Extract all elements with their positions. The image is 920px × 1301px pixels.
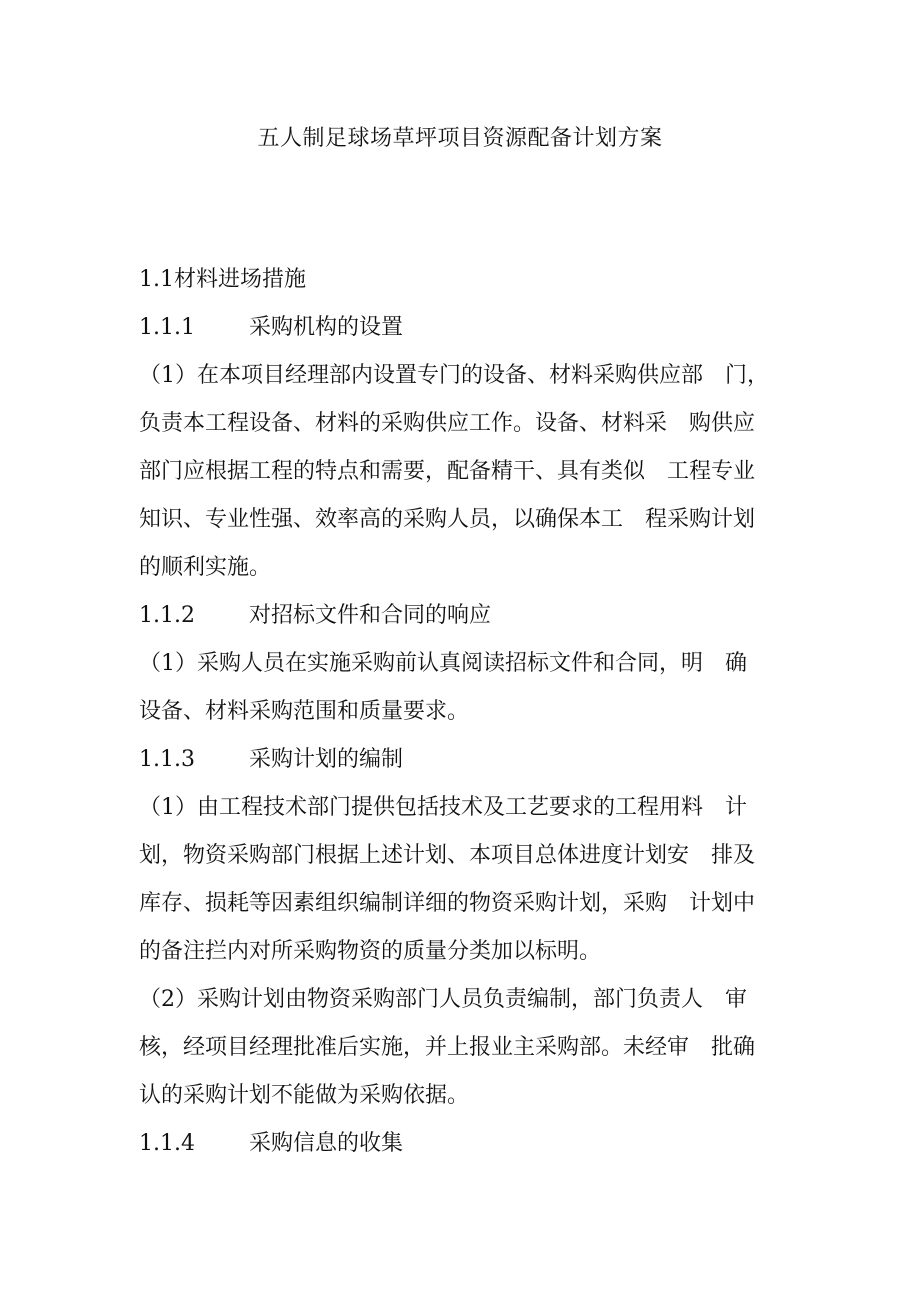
subsection-heading	[139, 304, 799, 352]
paragraph-line: 库存、损耗等因素组织编制详细的物资采购计划，采购 计划中	[139, 891, 756, 916]
paragraph-line: 认的采购计划不能做为采购依据。	[139, 1083, 470, 1108]
paragraph-line: 核，经项目经理批准后实施，并上报业主采购部。未经审 批确	[139, 1035, 756, 1060]
paragraph-line: （1）在本项目经理部内设置专门的设备、材料采购供应部 门，	[139, 363, 769, 388]
document-body	[139, 256, 799, 1168]
paragraph-line: （2）采购计划由物资采购部门人员负责编制，部门负责人 审	[139, 987, 747, 1012]
subsection-number: 1.1.1	[139, 315, 195, 340]
paragraph-line: 知识、专业性强、效率高的采购人员，以确保本工 程采购计划	[139, 507, 756, 532]
subsection-heading	[139, 736, 799, 784]
paragraph-line: （1）由工程技术部门提供包括技术及工艺要求的工程用料 计	[139, 795, 747, 820]
paragraph-line: （1）采购人员在实施采购前认真阅读招标文件和合同，明 确	[139, 651, 747, 676]
subsection-title: 采购计划的编制	[249, 747, 404, 772]
subsection-heading	[139, 1120, 799, 1168]
subsection-number: 1.1.3	[139, 747, 195, 772]
subsection-title: 采购机构的设置	[249, 315, 404, 340]
paragraph-line: 划，物资采购部门根据上述计划、本项目总体进度计划安 排及	[139, 843, 756, 868]
section-heading: 1.1材料进场措施	[139, 267, 306, 292]
subsection-number: 1.1.4	[139, 1131, 195, 1156]
document-title: 五人制足球场草坪项目资源配备计划方案	[257, 126, 663, 151]
subsection-title: 对招标文件和合同的响应	[249, 603, 492, 628]
paragraph-line: 的顺利实施。	[139, 555, 272, 580]
subsection-number: 1.1.2	[139, 603, 195, 628]
subsection-heading	[139, 592, 799, 640]
paragraph-line: 负责本工程设备、材料的采购供应工作。设备、材料采 购供应	[139, 411, 756, 436]
paragraph-line: 的备注拦内对所采购物资的质量分类加以标明。	[139, 939, 602, 964]
paragraph-line: 设备、材料采购范围和质量要求。	[139, 699, 470, 724]
subsection-title: 采购信息的收集	[249, 1131, 404, 1156]
paragraph-line: 部门应根据工程的特点和需要，配备精干、具有类似 工程专业	[139, 459, 756, 484]
